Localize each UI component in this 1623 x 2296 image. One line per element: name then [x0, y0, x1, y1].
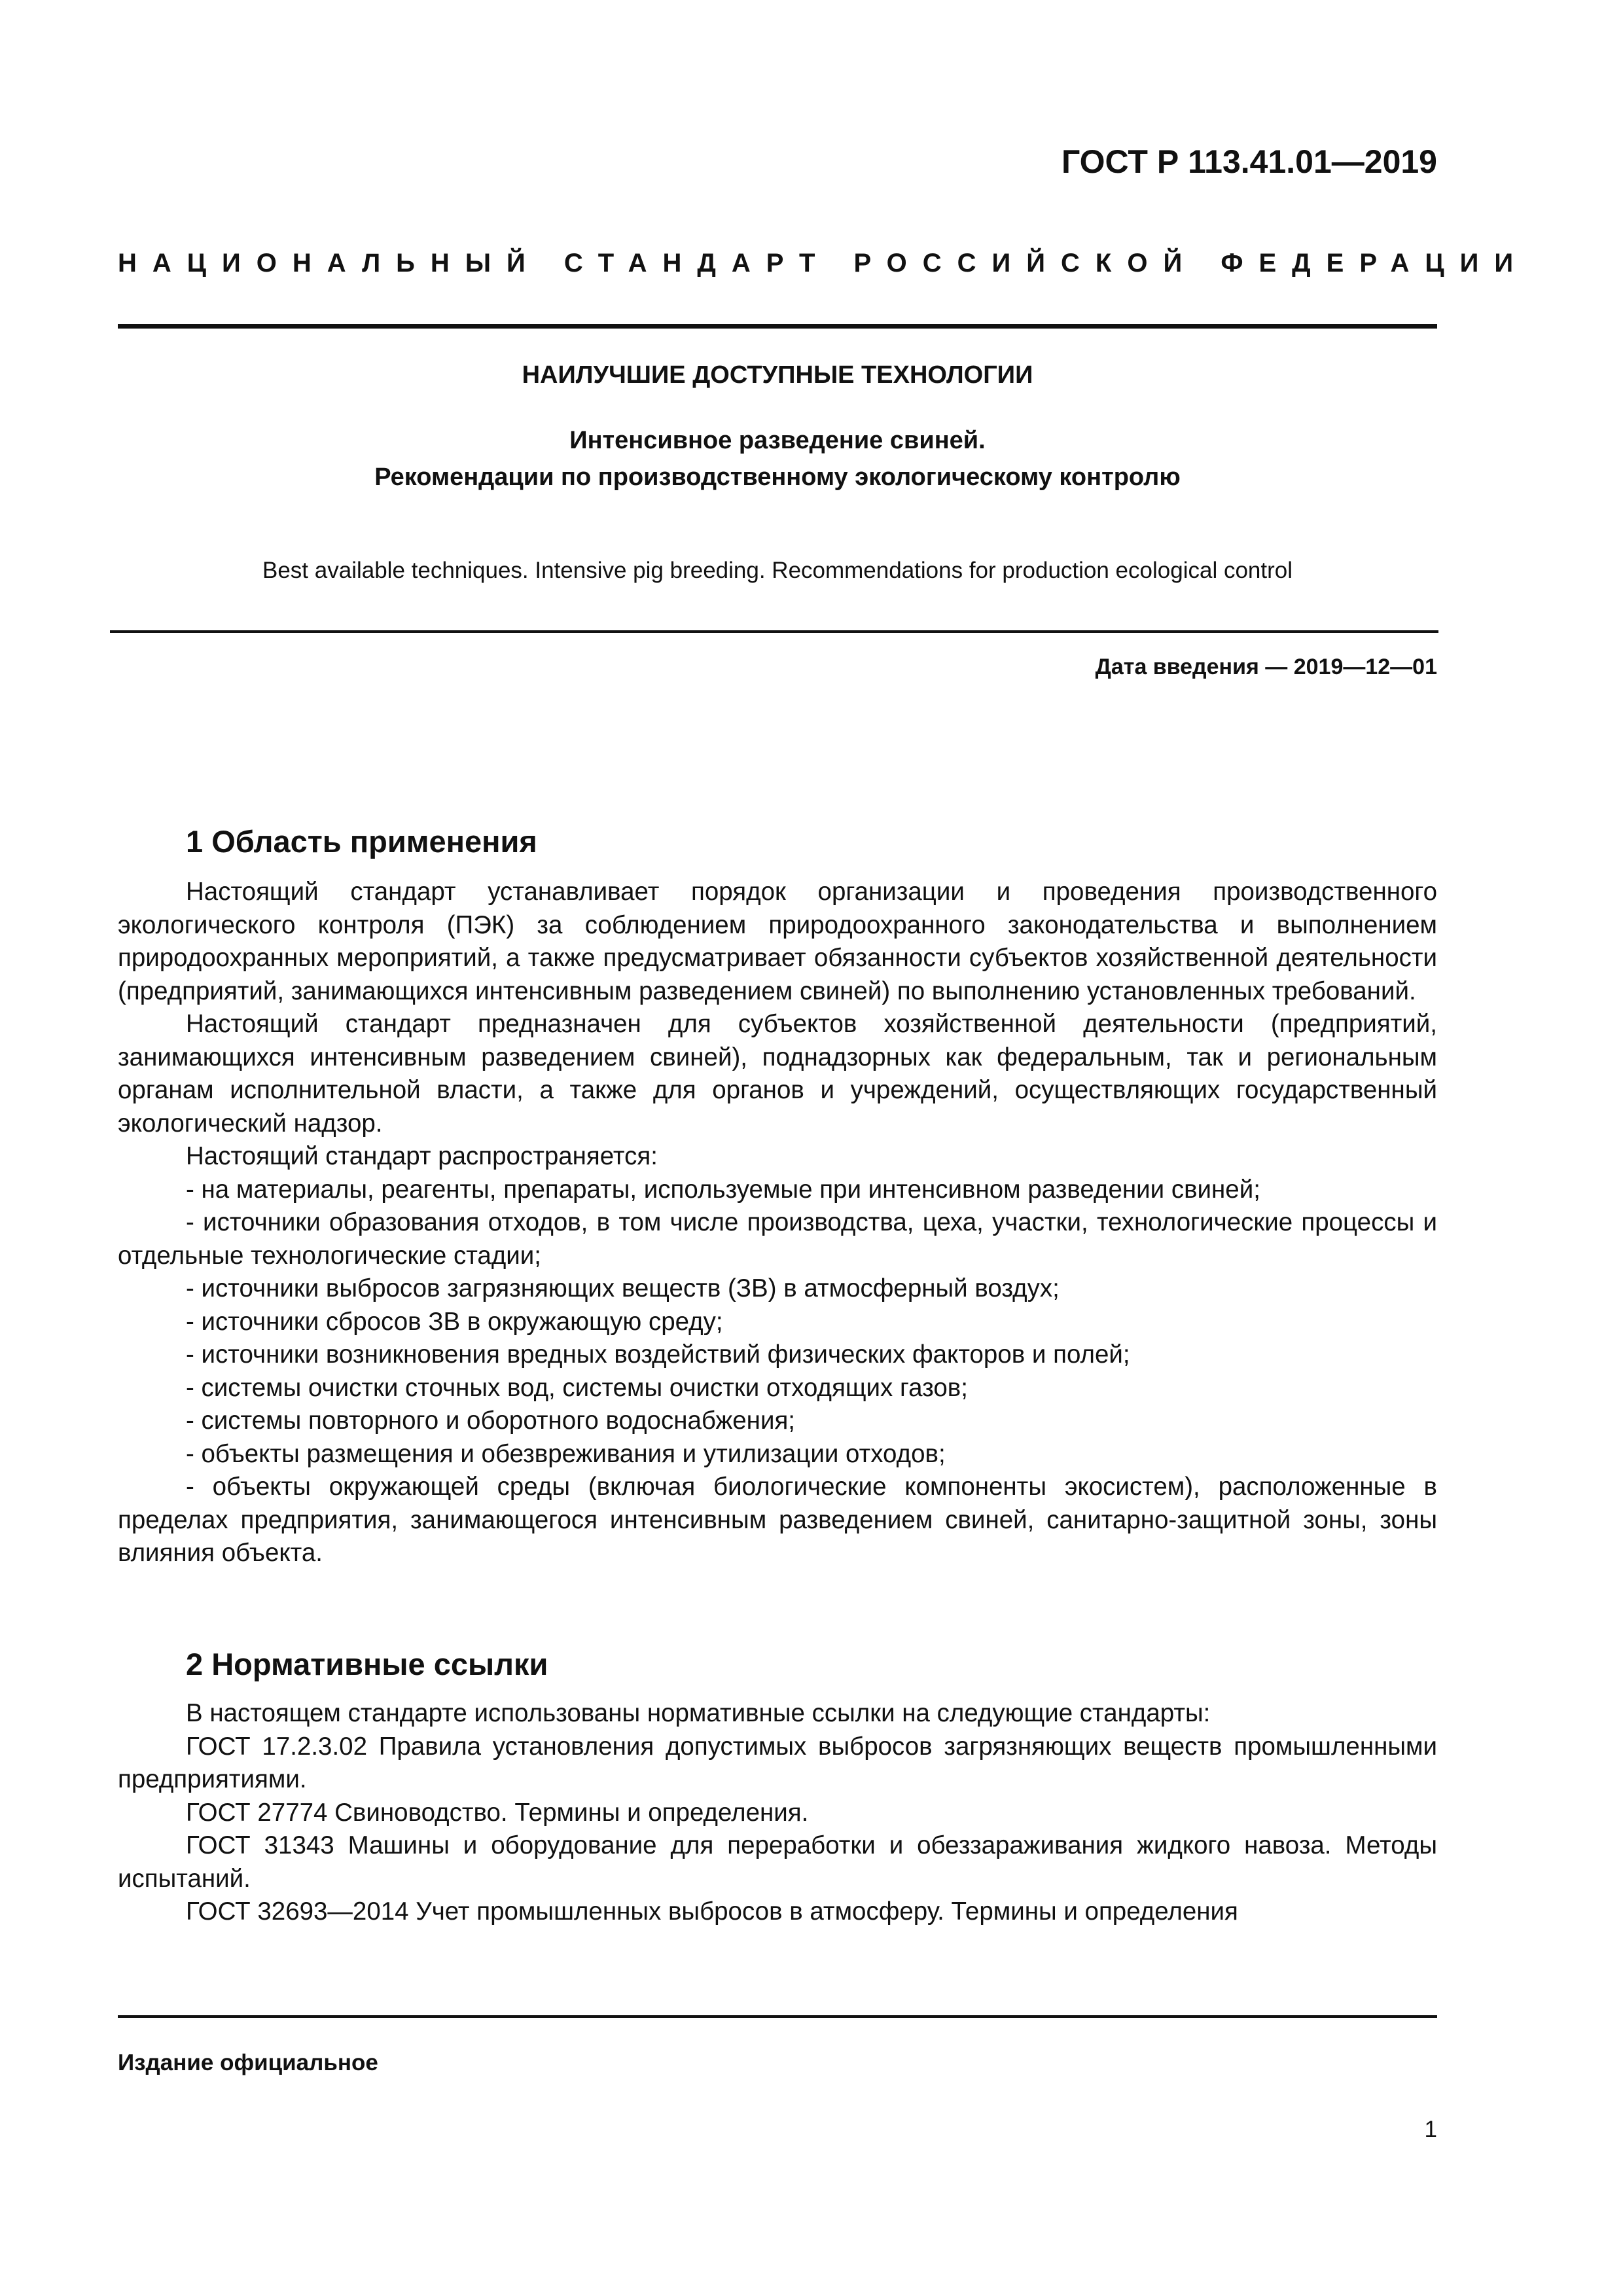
reference-item: ГОСТ 32693—2014 Учет промышленных выбросов в атмосферу. Термины и определения — [186, 1897, 1238, 1926]
date-introduced: Дата введения — 2019—12—01 — [1095, 655, 1437, 679]
page-number: 1 — [1424, 2117, 1437, 2142]
scope-list-item: - источники возникновения вредных воздействий физических факторов и полей; — [186, 1340, 1130, 1369]
scope-list-item: - источники образования отходов, в том числе производства, цеха, участки, технологические процессы и отдельные технологические стадии; — [118, 1208, 1437, 1270]
scope-list-item: - системы очистки сточных вод, системы очистки отходящих газов; — [186, 1373, 968, 1402]
document-subtitle — [118, 422, 1437, 495]
scope-list-item: - на материалы, реагенты, препараты, используемые при интенсивном разведении свиней; — [186, 1175, 1260, 1204]
scope-list-item: - объекты окружающей среды (включая биологические компоненты экосистем), расположенные в пределах предприятия, занимающегося интенсивным разведением свиней, санитарно-защитной зоны, зоны влияния объекта. — [118, 1473, 1437, 1567]
scope-list-item: - объекты размещения и обезвреживания и утилизации отходов; — [186, 1439, 946, 1468]
section-1-body — [118, 876, 1437, 1570]
section-1-paragraph: Настоящий стандарт распространяется: — [186, 1142, 658, 1170]
subtitle-line-2: Рекомендации по производственному экологическому контролю — [374, 463, 1181, 491]
gost-number: ГОСТ Р 113.41.01—2019 — [1061, 143, 1437, 180]
section-1-heading: 1 Область применения — [186, 824, 537, 859]
national-standard-banner: НАЦИОНАЛЬНЫЙ СТАНДАРТ РОССИЙСКОЙ ФЕДЕРАЦИИ — [118, 249, 1529, 278]
edition-label: Издание официальное — [118, 2050, 378, 2075]
reference-item: ГОСТ 27774 Свиноводство. Термины и определения. — [186, 1798, 809, 1827]
reference-item: ГОСТ 31343 Машины и оборудование для переработки и обеззараживания жидкого навоза. Методы испытаний. — [118, 1831, 1437, 1893]
reference-item: ГОСТ 17.2.3.02 Правила установления допустимых выбросов загрязняющих веществ промышленными предприятиями. — [118, 1732, 1437, 1793]
section-2-intro: В настоящем стандарте использованы нормативные ссылки на следующие стандарты: — [186, 1699, 1211, 1727]
subtitle-line-1: Интенсивное разведение свиней. — [569, 427, 986, 454]
section-1-paragraph: Настоящий стандарт устанавливает порядок организации и проведения производственного экологического контроля (ПЭК) за соблюдением природоохранного законодательства и выполнением природоохранных мероприятий, а также предусматривает обязанности субъектов хозяйственной деятельности (предприятий, занимающихся интенсивным разведением свиней) по выполнению установленных требований. — [118, 878, 1437, 1005]
footer-divider — [118, 2015, 1437, 2018]
english-title: Best available techniques. Intensive pig breeding. Recommendations for production ecological control — [262, 558, 1293, 583]
scope-list-item: - системы повторного и оборотного водоснабжения; — [186, 1407, 795, 1435]
section-1-paragraph: Настоящий стандарт предназначен для субъектов хозяйственной деятельности (предприятий, занимающихся интенсивным разведением свиней), поднадзорных как федеральным, так и региональным органам исполнительной власти, а также для органов и учреждений, осуществляющих государственный экологический надзор. — [118, 1010, 1437, 1138]
scope-list-item: - источники выбросов загрязняющих веществ (ЗВ) в атмосферный воздух; — [186, 1274, 1060, 1302]
document-title: НАИЛУЧШИЕ ДОСТУПНЫЕ ТЕХНОЛОГИИ — [522, 361, 1033, 389]
section-2-heading: 2 Нормативные ссылки — [186, 1647, 548, 1681]
section-2-body — [118, 1697, 1437, 1929]
scope-list-item: - источники сбросов ЗВ в окружающую среду; — [186, 1307, 723, 1336]
header-divider — [118, 324, 1437, 329]
title-divider — [110, 630, 1438, 633]
